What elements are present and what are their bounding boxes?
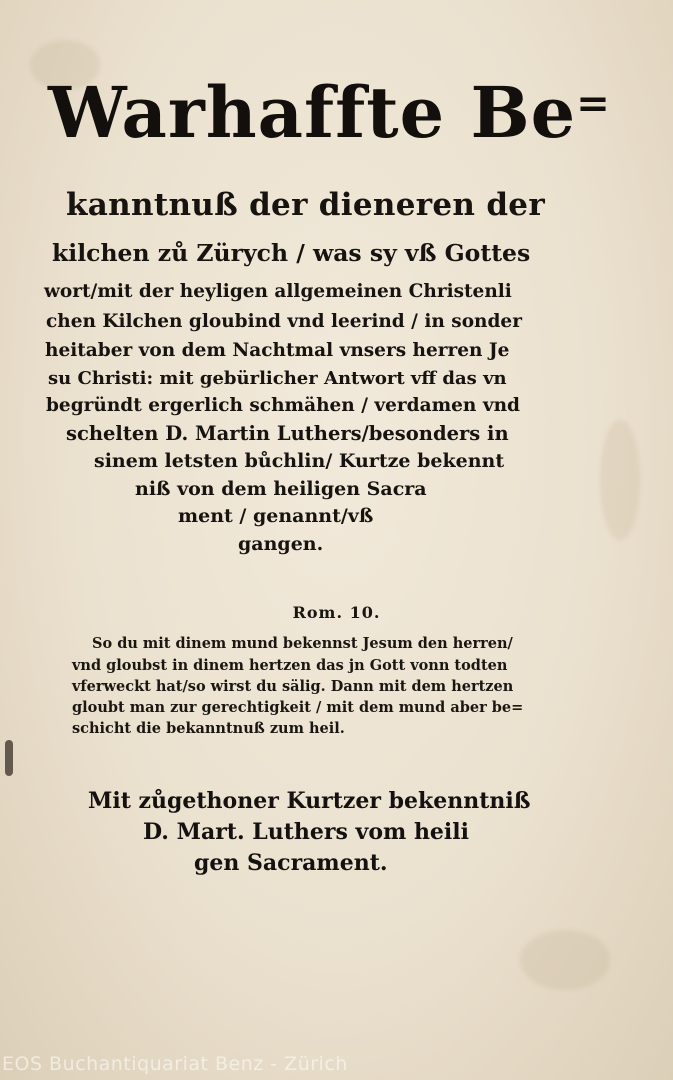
- title-line: chen Kilchen gloubind vnd leerind / in sonder: [46, 311, 522, 332]
- title-line: schelten D. Martin Luthers/besonders in: [66, 422, 509, 445]
- title-line: kanntnuß der dieneren der: [66, 187, 545, 223]
- paper-stain: [600, 420, 640, 540]
- title-line: wort/mit der heyligen allgemeinen Christenli: [44, 281, 512, 302]
- main-title-heading: [48, 71, 611, 154]
- title-line: su Christi: mit gebürlicher Antwort vff das vn: [48, 368, 507, 389]
- footer-line: gen Sacrament.: [194, 850, 388, 876]
- title-line: niß von dem heiligen Sacra: [135, 478, 427, 500]
- footer-line: D. Mart. Luthers vom heili: [143, 819, 470, 845]
- title-line: sinem letsten bůchlin/ Kurtze bekennt: [94, 450, 505, 472]
- title-line: gangen.: [238, 533, 324, 555]
- title-line: heitaber von dem Nachtmal vnsers herren Je: [45, 340, 510, 361]
- title-line: kilchen zů Zürych / was sy vß Gottes: [52, 239, 531, 267]
- watermark-text: EOS Buchantiquariat Benz - Zürich: [2, 1053, 348, 1075]
- scripture-line: vferweckt hat/so wirst du sälig. Dann mit dem hertzen: [72, 678, 514, 695]
- title-line: begründt ergerlich schmähen / verdamen vnd: [46, 395, 520, 416]
- paper-stain: [520, 930, 610, 990]
- binding-edge-mark: [5, 740, 13, 776]
- title-hyphen: =: [576, 80, 611, 127]
- scripture-reference: Rom. 10.: [292, 603, 381, 622]
- scripture-line: gloubt man zur gerechtigkeit / mit dem mund aber be=: [72, 699, 524, 716]
- title-line: ment / genannt/vß: [178, 505, 374, 527]
- footer-line: Mit zůgethoner Kurtzer bekenntniß: [88, 788, 531, 814]
- scripture-line: So du mit dinem mund bekennst Jesum den herren/: [92, 635, 513, 652]
- scripture-line: schicht die bekanntnuß zum heil.: [72, 720, 345, 737]
- main-title-text: Warhaffte Be: [48, 71, 577, 154]
- scripture-line: vnd gloubst in dinem hertzen das jn Gott vonn todten: [72, 657, 508, 674]
